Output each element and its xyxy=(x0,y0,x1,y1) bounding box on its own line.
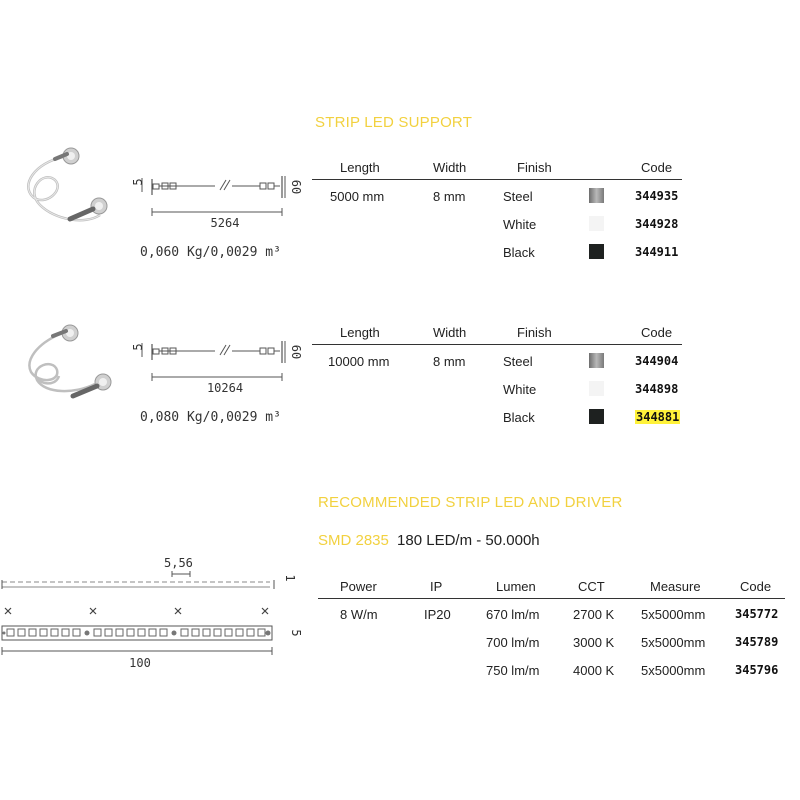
lumen-value: 670 lm/m xyxy=(486,607,540,622)
header-power: Power xyxy=(340,579,377,594)
dim-side-label: 5 xyxy=(131,178,145,186)
finish-steel: Steel xyxy=(503,354,533,369)
header-cct: CCT xyxy=(578,579,605,594)
weight-volume: 0,060 Kg/0,0029 m³ xyxy=(140,245,281,260)
dim-side-label: 5 xyxy=(131,343,145,351)
profile-dimension-drawing xyxy=(140,168,310,220)
swatch-white xyxy=(589,216,604,231)
cct-value: 3000 K xyxy=(573,635,615,650)
weight-volume: 0,080 Kg/0,0029 m³ xyxy=(140,410,281,425)
dim-thickness-label: 1 xyxy=(283,574,297,582)
code-value: 344928 xyxy=(635,217,679,231)
finish-steel: Steel xyxy=(503,189,533,204)
lumen-value: 700 lm/m xyxy=(486,635,540,650)
table-divider xyxy=(312,179,682,180)
header-width: Width xyxy=(433,160,467,175)
header-measure: Measure xyxy=(650,579,701,594)
header-finish: Finish xyxy=(517,160,552,175)
finish-white: White xyxy=(503,217,537,232)
header-code: Code xyxy=(641,325,673,340)
led-spec: 180 LED/m - 50.000h xyxy=(397,532,540,549)
table-divider xyxy=(318,598,785,599)
header-length: Length xyxy=(340,325,380,340)
cable-roll-icon xyxy=(15,145,115,240)
section-title-recommended: RECOMMENDED STRIP LED AND DRIVER xyxy=(318,494,623,511)
finish-white: White xyxy=(503,382,537,397)
lumen-value: 750 lm/m xyxy=(486,663,540,678)
dim-width-label: 5 xyxy=(289,629,303,637)
dim-total-label: 10264 xyxy=(206,381,244,395)
length-value: 10000 mm xyxy=(328,354,390,369)
dim-length-label: 100 xyxy=(129,656,151,670)
length-value: 5000 mm xyxy=(330,189,385,204)
header-lumen: Lumen xyxy=(496,579,536,594)
finish-black: Black xyxy=(503,245,535,260)
code-value: 344935 xyxy=(635,189,679,203)
measure-value: 5x5000mm xyxy=(641,663,706,678)
swatch-black xyxy=(589,244,604,259)
swatch-black xyxy=(589,409,604,424)
header-code: Code xyxy=(740,579,772,594)
smd-type: SMD 2835 xyxy=(318,532,389,549)
measure-value: 5x5000mm xyxy=(641,607,706,622)
dim-height-label: 60 xyxy=(289,179,303,195)
dim-pitch-label: 5,56 xyxy=(164,556,193,570)
header-ip: IP xyxy=(430,579,443,594)
measure-value: 5x5000mm xyxy=(641,635,706,650)
width-value: 8 mm xyxy=(433,189,466,204)
header-width: Width xyxy=(433,325,467,340)
dim-total-label: 5264 xyxy=(210,216,240,230)
power-value: 8 W/m xyxy=(340,607,378,622)
code-value: 344904 xyxy=(635,354,679,368)
code-value: 345789 xyxy=(735,635,779,649)
swatch-steel xyxy=(589,188,604,203)
led-strip-drawing xyxy=(0,568,300,668)
ip-value: IP20 xyxy=(424,607,451,622)
swatch-steel xyxy=(589,353,604,368)
width-value: 8 mm xyxy=(433,354,466,369)
code-value-highlighted: 344881 xyxy=(636,410,680,424)
cct-value: 4000 K xyxy=(573,663,615,678)
finish-black: Black xyxy=(503,410,535,425)
swatch-white xyxy=(589,381,604,396)
header-code: Code xyxy=(641,160,673,175)
code-value: 344898 xyxy=(635,382,679,396)
cct-value: 2700 K xyxy=(573,607,615,622)
table-divider xyxy=(312,344,682,345)
header-length: Length xyxy=(340,160,380,175)
code-value: 345772 xyxy=(735,607,779,621)
dim-height-label: 60 xyxy=(289,344,303,360)
code-value: 344911 xyxy=(635,245,679,259)
cable-roll-icon xyxy=(15,322,115,417)
profile-dimension-drawing xyxy=(140,333,310,385)
section-title-support: STRIP LED SUPPORT xyxy=(315,114,473,131)
code-value: 345796 xyxy=(735,663,779,677)
header-finish: Finish xyxy=(517,325,552,340)
